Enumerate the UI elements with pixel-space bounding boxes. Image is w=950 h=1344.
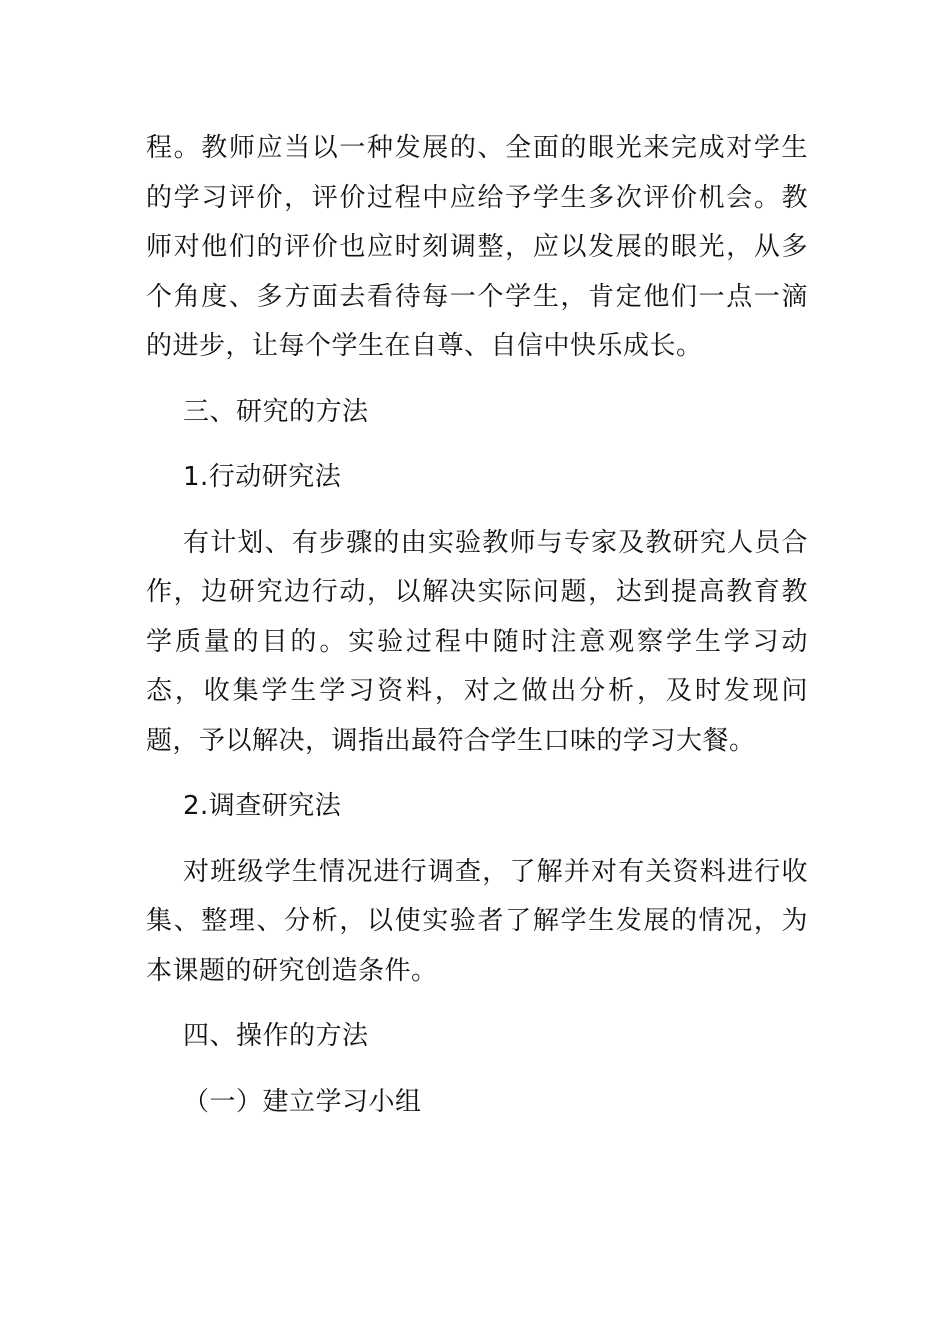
heading-operation-methods: 四、操作的方法 <box>183 1021 369 1051</box>
document-body <box>146 124 808 1127</box>
heading-research-methods: 三、研究的方法 <box>183 396 369 427</box>
spacer <box>146 437 808 453</box>
spacer <box>146 996 808 1012</box>
heading-study-groups: （一）建立学习小组 <box>183 1086 422 1117</box>
spacer <box>146 372 808 388</box>
paragraph-survey-research: 对班级学生情况进行调查，了解并对有关资料进行收集、整理、分析，以使实验者了解学生发展的情况，为本课题的研究创造条件。 <box>146 856 808 986</box>
heading-survey-research: 2.调查研究法 <box>183 791 342 821</box>
paragraph-evaluation: 程。教师应当以一种发展的、全面的眼光来完成对学生的学习评价，评价过程中应给予学生多次评价机会。教师对他们的评价也应时刻调整，应以发展的眼光，从多个角度、多方面去看待每一个学生，肯定他们一点一滴的进步，让每个学生在自尊、自信中快乐成长。 <box>146 133 808 361</box>
spacer <box>146 503 808 519</box>
spacer <box>146 832 808 848</box>
spacer <box>146 766 808 782</box>
spacer <box>146 1062 808 1078</box>
heading-action-research: 1.行动研究法 <box>183 462 342 492</box>
paragraph-action-research: 有计划、有步骤的由实验教师与专家及教研究人员合作，边研究边行动，以解决实际问题，达到提高教育教学质量的目的。实验过程中随时注意观察学生学习动态，收集学生学习资料，对之做出分析，及时发现问题，予以解决，调指出最符合学生口味的学习大餐。 <box>146 527 808 756</box>
